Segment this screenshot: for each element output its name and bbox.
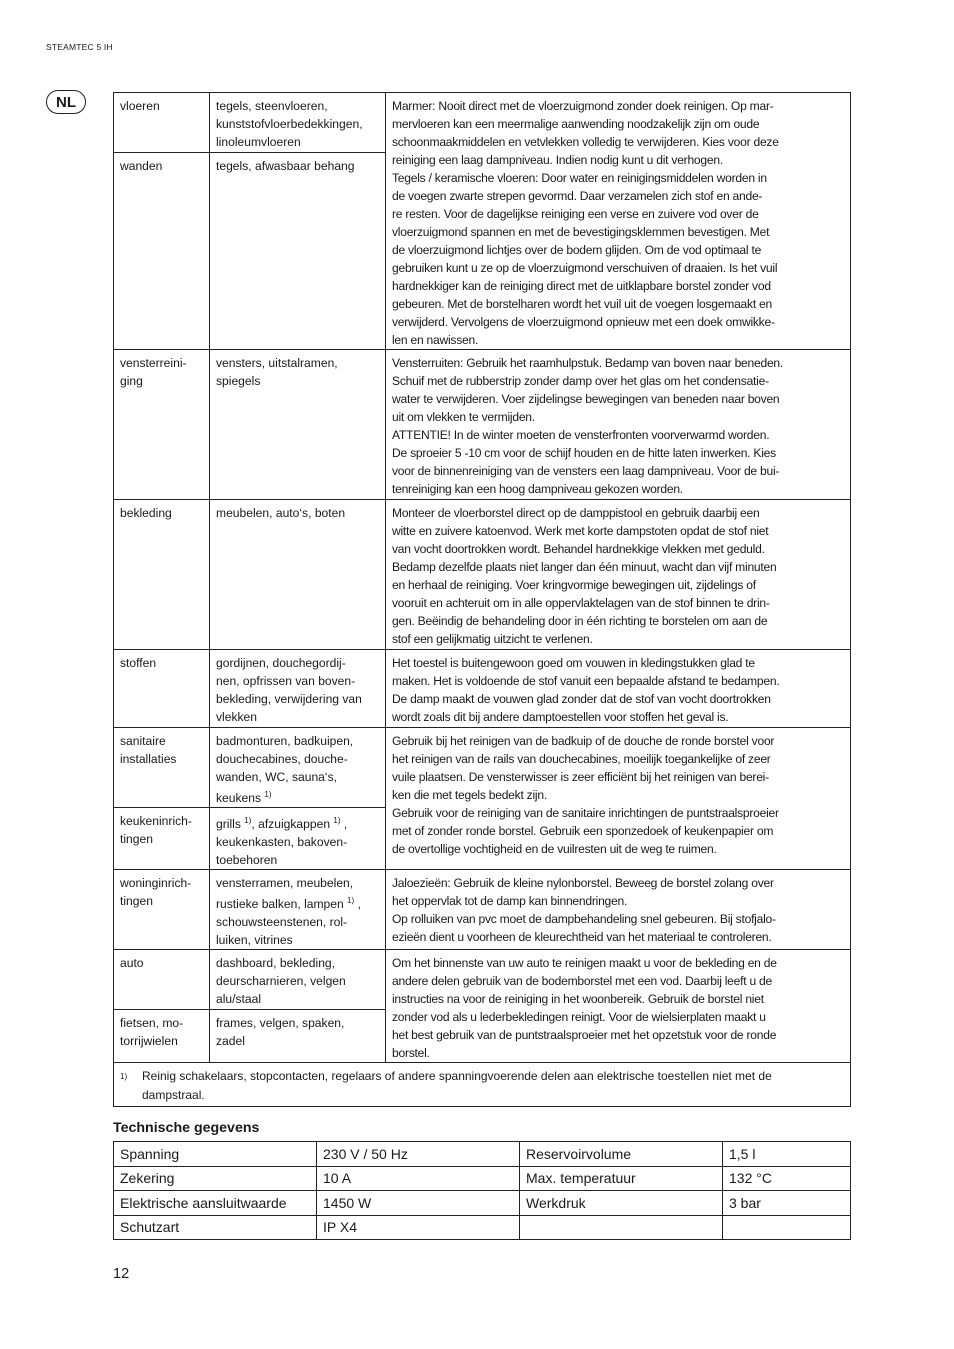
spec-value: 230 V / 50 Hz bbox=[317, 1142, 520, 1167]
category-cell: sanitaire installaties bbox=[114, 728, 210, 808]
spec-value: 10 A bbox=[317, 1166, 520, 1191]
instruction-cell-vehicles: Om het binnenste van uw auto te reinigen maakt u voor de bekleding en de andere delen gebruik van de bodemborstel met een vod. Daarbij leeft u de instructies na voor de reiniging in het woonbereik. Gebruik de borstel niet zonder vod als u lederbekledingen reinigt. Voor de wielsierplaten maakt u het best gebruik van de puntstraalsproeier met het opzetstuk voor de ronde borstel. bbox=[386, 950, 851, 1063]
footnote-marker: 1) bbox=[120, 1072, 128, 1082]
examples-cell: frames, velgen, spaken, zadel bbox=[210, 1010, 386, 1063]
examples-cell: dashboard, bekleding, deurscharnieren, velgen alu/staal bbox=[210, 950, 386, 1010]
technical-data-table bbox=[113, 1141, 851, 1240]
cleaning-application-table bbox=[113, 92, 851, 1107]
table-row bbox=[114, 728, 851, 808]
table-row bbox=[114, 1142, 851, 1167]
instruction-cell-floors: Marmer: Nooit direct met de vloerzuigmond zonder doek reinigen. Op mar- mervloeren kan een meermalige aanwending noodzakelijk zijn om oude schoonmaakmiddelen en vetvlekken volledig te verwijderen. Kies voor deze reiniging een laag dampniveau. Indien nodig kunt u dit verhogen. Tegels / keramische vloeren: Door water en reinigingsmiddelen worden in de voegen zwarte strepen gevormd. Daar verzamelen zich stof en ande- re resten. Voor de dagelijkse reiniging een verse en zuivere vod over de vloerzuigmond spannen en met de bevestigingsklemmen bevestigen. Met de vloerzuigmond lichtjes over de bodem glijden. Om de vod optimaal te gebruiken kunt u ze op de vloerzuigmond verschuiven of draaien. Is het vuil hardnekkiger kan de reiniging direct met de uitklapbare borstel zonder vod gebeuren. Met de borstelharen wordt het vuil uit de voegen losgemaakt en verwijderd. Vervolgens de vloerzuigmond opnieuw met een doek omwikke- len en nawissen. bbox=[386, 93, 851, 350]
page-number: 12 bbox=[113, 1266, 130, 1282]
examples-text: vensterramen, meubelen, rustieke balken, lampen bbox=[216, 876, 354, 912]
spec-value bbox=[723, 1215, 851, 1240]
instruction-cell-sanitary: Gebruik bij het reinigen van de badkuip of de douche de ronde borstel voor het reinigen van de rails van douchecabines, moeilijk toegankelijke of zeer vuile plaatsen. De vensterwisser is zeer efficiënt bij het reinigen van berei- ken die met tegels bedekt zijn. Gebruik voor de reiniging van de sanitaire inrichtingen de puntstraalsproeier met of zonder ronde borstel. Gebruik een sponzedoek of keukenpapier om de overtollige vochtigheid en de vuilresten uit de weg te ruimen. bbox=[386, 728, 851, 870]
category-cell: auto bbox=[114, 950, 210, 1010]
table-row bbox=[114, 1215, 851, 1240]
spec-label: Spanning bbox=[114, 1142, 317, 1167]
examples-cell bbox=[210, 870, 386, 950]
spec-label: Reservoirvolume bbox=[520, 1142, 723, 1167]
category-cell: vensterreini- ging bbox=[114, 350, 210, 500]
table-row bbox=[114, 350, 851, 500]
category-cell: keukeninrich- tingen bbox=[114, 808, 210, 870]
table-row bbox=[114, 950, 851, 1010]
examples-cell bbox=[210, 728, 386, 808]
instruction-cell-fabrics: Het toestel is buitengewoon goed om vouwen in kledingstukken glad te maken. Het is voldoende de stof vanuit een bepaalde afstand te bedampen. De damp maakt de vouwen glad zonder dat de stof van vocht doortrokken wordt zoals dit bij andere damptoestellen voor stoffen het geval is. bbox=[386, 650, 851, 728]
footnote-ref: 1) bbox=[264, 790, 272, 799]
examples-text: , keukenkasten, bakoven- toebehoren bbox=[216, 817, 348, 868]
examples-cell: vensters, uitstalramen, spiegels bbox=[210, 350, 386, 500]
table-row bbox=[114, 1063, 851, 1107]
examples-text: grills bbox=[216, 817, 241, 832]
spec-value: 1,5 l bbox=[723, 1142, 851, 1167]
spec-label: Schutzart bbox=[114, 1215, 317, 1240]
footnote-ref: 1) bbox=[244, 816, 252, 826]
language-badge: NL bbox=[46, 90, 86, 114]
instruction-cell-furnishings: Jaloezieën: Gebruik de kleine nylonborstel. Beweeg de borstel zolang over het oppervlak tot de damp kan binnendringen. Op rolluiken van pvc moet de dampbehandeling snel gebeuren. Bij stofjalo- ezieën dient u voorheen de kleurechtheid van het materiaal te controleren. bbox=[386, 870, 851, 950]
spec-label: Werkdruk bbox=[520, 1191, 723, 1216]
footnote-ref: 1) bbox=[333, 816, 341, 826]
spec-value: 1450 W bbox=[317, 1191, 520, 1216]
examples-cell bbox=[210, 808, 386, 870]
examples-cell: tegels, steenvloeren, kunststofvloerbedekkingen, linoleumvloeren bbox=[210, 93, 386, 153]
table-row bbox=[114, 1191, 851, 1216]
table-row bbox=[114, 650, 851, 728]
instruction-cell-windows: Vensterruiten: Gebruik het raamhulpstuk. Bedamp van boven naar beneden. Schuif met de rubberstrip zonder damp over het glas om het condensatie- water te verwijderen. Voer zijdelingse bewegingen van beneden naar boven uit om vlekken te vermijden. ATTENTIE! In de winter moeten de vensterfronten voorverwarmd worden. De sproeier 5 -10 cm voor de schijf houden en de hitte laten inwerken. Kies voor de binnenreiniging van de vensters een laag dampniveau. Voor de bui- tenreiniging kan een hoog dampniveau gekozen worden. bbox=[386, 350, 851, 500]
examples-text: , afzuigkappen bbox=[251, 817, 331, 832]
spec-label: Elektrische aansluitwaarde bbox=[114, 1191, 317, 1216]
instruction-cell-upholstery: Monteer de vloerborstel direct op de damppistool en gebruik daarbij een witte en zuivere katoenvod. Werk met korte dampstoten opdat de stof niet van vocht doortrokken wordt. Behandel hardnekkige vlekken met geduld. Bedamp dezelfde plaats niet langer dan één minuut, wacht dan vijf minuten en herhaal de reiniging. Voer kringvormige bewegingen uit, zijdelings of vooruit en achteruit om in alle oppervlaktelagen van de stof binnen te drin- gen. Beëindig de behandeling door in één richting te borstelen om aan de stof een gelijkmatig uitzicht te verlenen. bbox=[386, 500, 851, 650]
examples-text: , schouwsteenstenen, rol- luiken, vitrines bbox=[216, 897, 361, 948]
category-cell: fietsen, mo- torrijwielen bbox=[114, 1010, 210, 1063]
spec-label bbox=[520, 1215, 723, 1240]
spec-value: 3 bar bbox=[723, 1191, 851, 1216]
table-row bbox=[114, 870, 851, 950]
footnote bbox=[114, 1063, 851, 1107]
document-header: STEAMTEC 5 IH bbox=[46, 42, 113, 52]
spec-label: Max. temperatuur bbox=[520, 1166, 723, 1191]
table-row bbox=[114, 500, 851, 650]
category-cell: stoffen bbox=[114, 650, 210, 728]
category-cell: wanden bbox=[114, 153, 210, 350]
spec-value: IP X4 bbox=[317, 1215, 520, 1240]
spec-label: Zekering bbox=[114, 1166, 317, 1191]
category-cell: bekleding bbox=[114, 500, 210, 650]
category-cell: vloeren bbox=[114, 93, 210, 153]
examples-cell: meubelen, auto‘s, boten bbox=[210, 500, 386, 650]
examples-text: badmonturen, badkuipen, douchecabines, douche- wanden, WC, sauna‘s, keukens bbox=[216, 734, 354, 806]
table-row bbox=[114, 93, 851, 153]
category-cell: woninginrich- tingen bbox=[114, 870, 210, 950]
examples-cell: tegels, afwasbaar behang bbox=[210, 153, 386, 350]
table-row bbox=[114, 1166, 851, 1191]
footnote-text: Reinig schakelaars, stopcontacten, regelaars of andere spanningvoerende delen aan elektrische toestellen niet met de dampstraal. bbox=[142, 1069, 772, 1103]
spec-value: 132 °C bbox=[723, 1166, 851, 1191]
technical-data-title: Technische gegevens bbox=[113, 1120, 260, 1136]
examples-cell: gordijnen, douchegordij- nen, opfrissen van boven- bekleding, verwijdering van vlekken bbox=[210, 650, 386, 728]
footnote-ref: 1) bbox=[347, 896, 355, 906]
